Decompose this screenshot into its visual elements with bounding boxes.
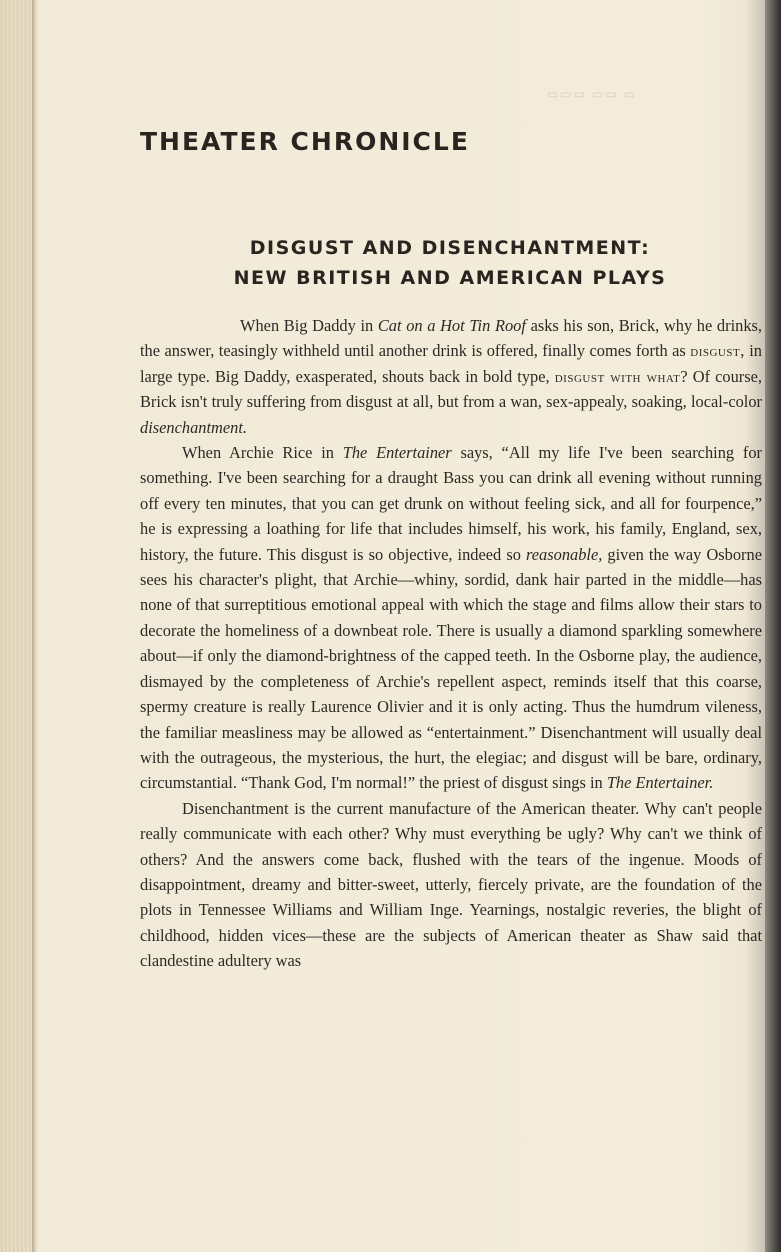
show-through-text: ▭ ▭▭ ▭▭▭ (545, 87, 636, 101)
small-caps-disgust: disgust, (690, 341, 745, 361)
play-title-cat: Cat on a Hot Tin Roof (377, 316, 526, 335)
facing-page-edge (765, 0, 781, 1252)
italic-reasonable: reasonable, (526, 544, 603, 564)
p1-text-1: When Big Daddy in (240, 316, 378, 335)
paragraph-2 (140, 440, 762, 796)
article-title (140, 233, 760, 293)
gutter-shadow (32, 0, 38, 1252)
p1-text-2: asks his son, Brick, why he drinks, the answer, teasingly withheld until another drink is offered, finally comes forth as (140, 316, 762, 361)
p1-text-4: ? Of course, Brick isn't truly suffering from disgust at all, but from a wan, sex-appealy, soaking, local-color (140, 366, 763, 412)
play-title-entertainer: The Entertainer (342, 443, 452, 463)
italic-disenchantment: disenchantment. (140, 417, 247, 437)
p1-text-3: in large type. Big Daddy, exasperated, shouts back in bold type, (140, 341, 762, 386)
p2-text-2: says, “All my life I've been searching for something. I've been searching for a draught Bass you can drink all evening without running off every ten minutes, that you can get drunk on without feeling sick, and all for fourpence,” he is expressing a loathing for life that includes himself, his work, his family, England, sex, history, the future. This disgust is so objective, indeed so (140, 443, 762, 564)
p2-text-1: When Archie Rice in (182, 443, 343, 463)
p2-text-3: given the way Osborne sees his character's plight, that Archie—whiny, sordid, dank hair parted in the middle—has none of that surreptitious emotional appeal with which the stage and films allow their stars to decorate the homeliness of a downbeat role. There is usually a diamond sparkling somewhere about—if only the diamond-brightness of the capped teeth. In the Osborne play, the audience, dismayed by the completeness of Archie's repellent aspect, reminds itself that this coarse, spermy creature is really Laurence Olivier and it is only acting. Thus the humdrum vileness, the familiar measliness may be allowed as “entertainment.” Disenchantment will usually deal with the outrageous, the mysterious, the hurt, the elegiac; and disgust will be bare, ordinary, circumstantial. “Thank God, I'm normal!” the priest of disgust sings in (140, 544, 762, 793)
page-stack-edge (0, 0, 34, 1252)
article-title-line-1: DISGUST AND DISENCHANTMENT: (249, 237, 651, 259)
paragraph-1 (140, 313, 762, 440)
running-head: THEATER CHRONICLE (140, 127, 470, 156)
play-title-entertainer-2: The Entertainer. (606, 773, 714, 793)
article-body (140, 313, 762, 974)
paragraph-3: Disenchantment is the current manufacture of the American theater. Why can't people really communicate with each other? Why must everything be ugly? Why can't we think of others? And the answers come back, flushed with the tears of the ingenue. Moods of disappointment, dreamy and bitter-sweet, utterly, fiercely private, are the foundation of the plots in Tennessee Williams and William Inge. Yearnings, nostalgic reveries, the blight of childhood, hidden vices—these are the subjects of American theater as Shaw said that clandestine adultery was (140, 798, 762, 971)
article-title-line-2: NEW BRITISH AND AMERICAN PLAYS (233, 267, 667, 289)
small-caps-disgust-with-what: disgust with what (554, 366, 681, 386)
